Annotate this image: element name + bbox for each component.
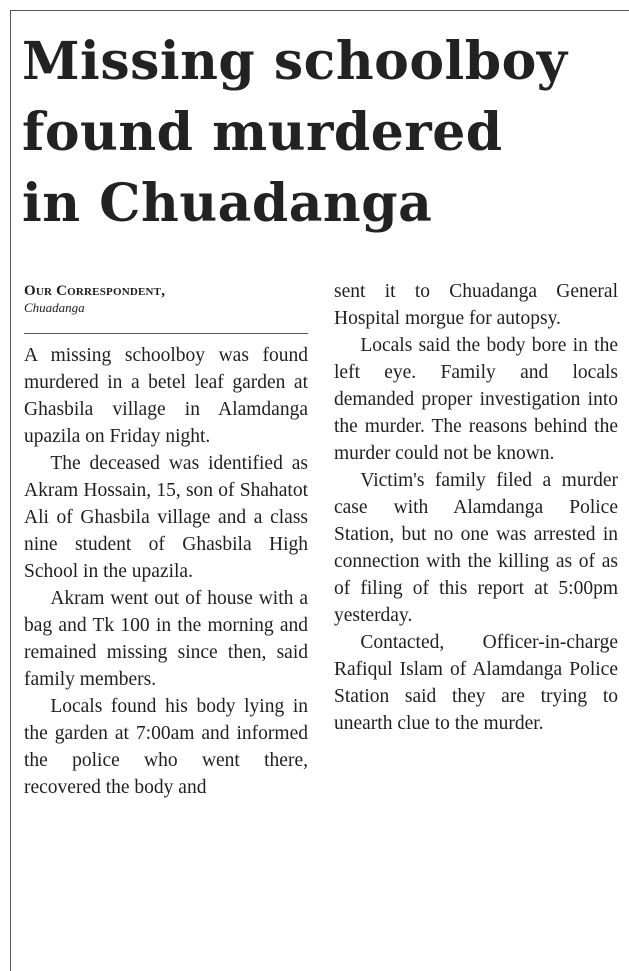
paragraph: Locals found his body lying in the garden at 7:00am and informed the police who went there, recovered the body and [24, 696, 308, 798]
paragraph-continued: sent it to Chuadanga General Hospital morgue for autopsy. [334, 281, 618, 329]
byline-name: Our Correspondent, [24, 283, 166, 299]
article-column-1 [24, 342, 308, 801]
byline [24, 282, 308, 316]
paragraph: Akram went out of house with a bag and Tk 100 in the morning and remained missing since then, said family members. [24, 588, 308, 690]
headline-line-1: Missing schoolboy [22, 31, 568, 92]
paragraph: The deceased was identified as Akram Hossain, 15, son of Shahatot Ali of Ghasbila village and a class nine student of Ghasbila High School in the upazila. [24, 453, 308, 582]
top-border-rule [10, 10, 629, 11]
byline-place: Chuadanga [24, 300, 85, 315]
paragraph: Contacted, Officer-in-charge Rafiqul Islam of Alamdanga Police Station said they are trying to unearth clue to the murder. [334, 632, 618, 734]
paragraph: Victim's family filed a murder case with Alamdanga Police Station, but no one was arrested in connection with the killing as of as of filing of this report at 5:00pm yesterday. [334, 470, 618, 626]
headline-line-2: found murdered [22, 102, 503, 163]
paragraph: A missing schoolboy was found murdered in a betel leaf garden at Ghasbila village in Alamdanga upazila on Friday night. [24, 345, 308, 447]
left-border-rule [10, 10, 11, 971]
byline-divider [24, 333, 308, 334]
article-column-2 [334, 278, 618, 737]
paragraph: Locals said the body bore in the left eye. Family and locals demanded proper investigation into the murder. The reasons behind the murder could not be known. [334, 335, 618, 464]
headline-line-3: in Chuadanga [22, 173, 433, 234]
headline [22, 26, 622, 239]
